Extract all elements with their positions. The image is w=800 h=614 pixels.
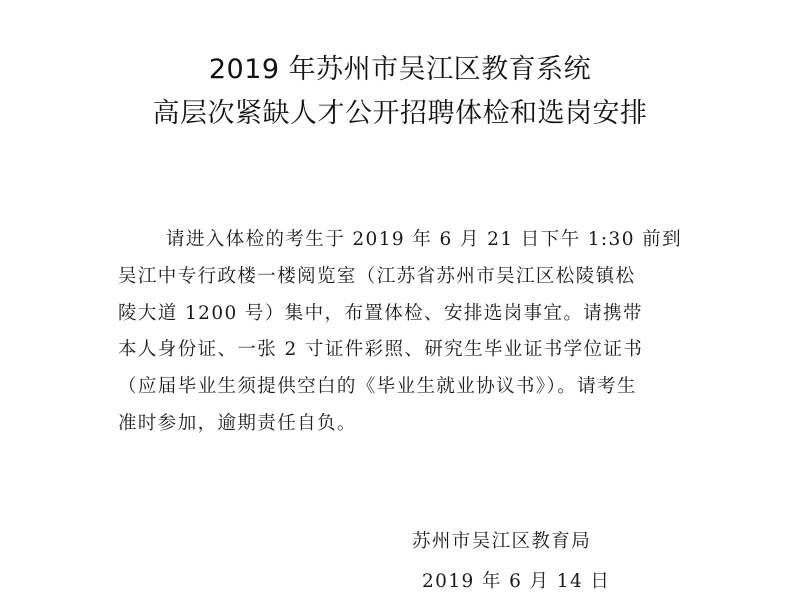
body-line-4: 本人身份证、一张 2 寸证件彩照、研究生毕业证书学位证书 [118,339,644,361]
body-line-2: 吴江中专行政楼一楼阅览室（江苏省苏州市吴江区松陵镇松 [118,265,636,287]
issue-date: 2019 年 6 月 14 日 [422,571,611,592]
body-line-3: 陵大道 1200 号）集中，布置体检、安排选岗事宜。请携带 [118,302,643,324]
title-line-2: 高层次紧缺人才公开招聘体检和选岗安排 [152,98,648,129]
body-line-1: 请进入体检的考生于 2019 年 6 月 21 日下午 1:30 前到 [166,229,682,250]
title-line-1: 2019 年苏州市吴江区教育系统 [208,54,592,85]
body-line-6: 准时参加，逾期责任自负。 [118,412,357,434]
issuer-name: 苏州市吴江区教育局 [412,531,592,552]
signature-block [412,522,652,602]
document-title [0,48,800,136]
notice-body [118,222,683,443]
body-line-5: （应届毕业生须提供空白的《毕业生就业协议书》）。请考生 [118,376,637,398]
